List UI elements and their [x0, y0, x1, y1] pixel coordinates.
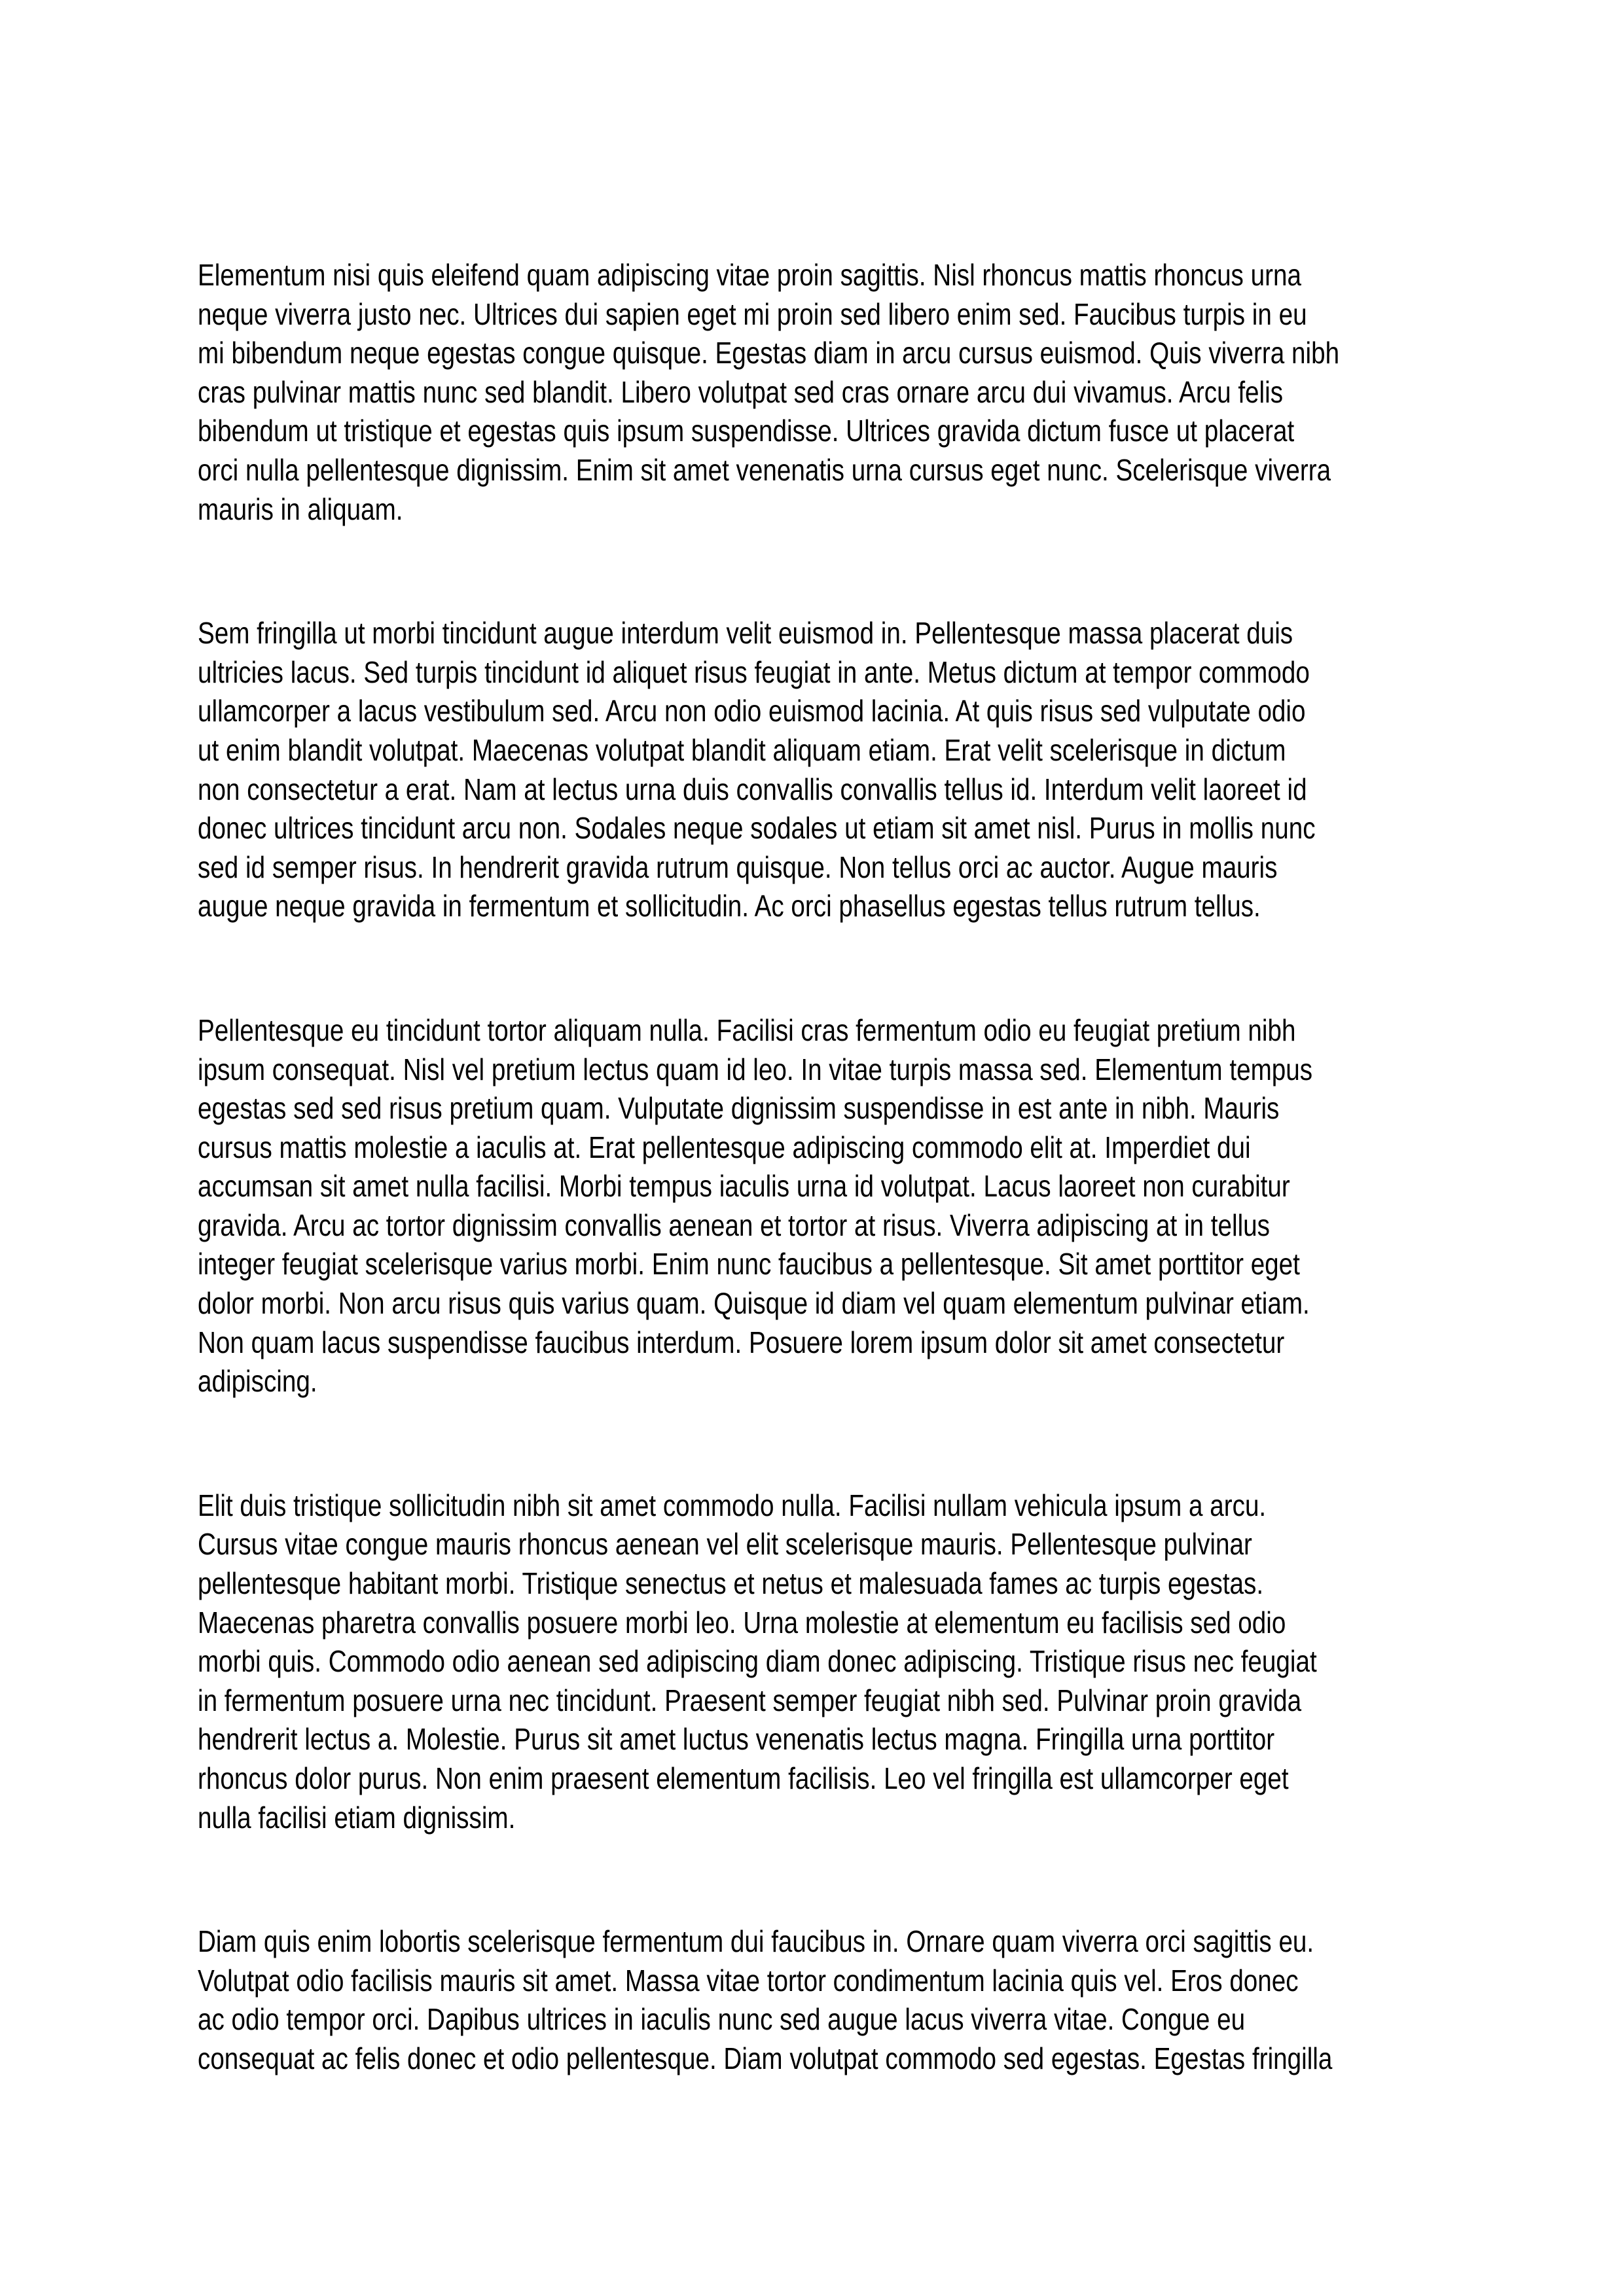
text-line: in fermentum posuere urna nec tincidunt. Praesent semper feugiat nibh sed. Pulvinar proin gravida [198, 1683, 1302, 1717]
text-line: Maecenas pharetra convallis posuere morbi leo. Urna molestie at elementum eu facilisis sed odio [198, 1605, 1286, 1640]
text-line: consequat ac felis donec et odio pellentesque. Diam volutpat commodo sed egestas. Egestas fringilla [198, 2041, 1333, 2075]
text-line: ultricies lacus. Sed turpis tincidunt id aliquet risus feugiat in ante. Metus dictum at tempor commodo [198, 655, 1310, 689]
text-line: Elit duis tristique sollicitudin nibh sit amet commodo nulla. Facilisi nullam vehicula ipsum a arcu. [198, 1488, 1267, 1522]
text-line: ullamcorper a lacus vestibulum sed. Arcu non odio euismod lacinia. At quis risus sed vulputate odio [198, 694, 1306, 728]
text-line: orci nulla pellentesque dignissim. Enim sit amet venenatis urna cursus eget nunc. Scelerisque viverra [198, 452, 1331, 487]
text-line: dolor morbi. Non arcu risus quis varius quam. Quisque id diam vel quam elementum pulvinar etiam. [198, 1286, 1310, 1321]
text-line: mauris in aliquam. [198, 492, 403, 526]
text-line: Volutpat odio facilisis mauris sit amet. Massa vitae tortor condimentum lacinia quis vel. Eros donec [198, 1963, 1299, 1998]
text-line: adipiscing. [198, 1364, 317, 1399]
paragraph-5 [198, 1922, 1428, 2078]
text-line: mi bibendum neque egestas congue quisque. Egestas diam in arcu cursus euismod. Quis viverra nibh [198, 336, 1340, 370]
text-line: pellentesque habitant morbi. Tristique senectus et netus et malesuada fames ac turpis egestas. [198, 1566, 1264, 1601]
text-line: neque viverra justo nec. Ultrices dui sapien eget mi proin sed libero enim sed. Faucibus turpis in eu [198, 296, 1307, 331]
text-line: ipsum consequat. Nisl vel pretium lectus quam id leo. In vitae turpis massa sed. Elementum tempus [198, 1052, 1313, 1086]
text-line: nulla facilisi etiam dignissim. [198, 1800, 516, 1835]
text-line: Pellentesque eu tincidunt tortor aliquam nulla. Facilisi cras fermentum odio eu feugiat pretium nibh [198, 1013, 1296, 1047]
text-line: non consectetur a erat. Nam at lectus urna duis convallis convallis tellus id. Interdum velit laoreet id [198, 772, 1307, 806]
text-line: rhoncus dolor purus. Non enim praesent elementum facilisis. Leo vel fringilla est ullamcorper eget [198, 1761, 1289, 1795]
text-line: cursus mattis molestie a iaculis at. Erat pellentesque adipiscing commodo elit at. Imperdiet dui [198, 1130, 1251, 1164]
text-line: ac odio tempor orci. Dapibus ultrices in iaculis nunc sed augue lacus viverra vitae. Congue eu [198, 2002, 1246, 2037]
text-line: cras pulvinar mattis nunc sed blandit. Libero volutpat sed cras ornare arcu dui vivamus. Arcu felis [198, 374, 1284, 409]
text-line: sed id semper risus. In hendrerit gravida rutrum quisque. Non tellus orci ac auctor. Augue mauris [198, 850, 1278, 884]
text-line: Sem fringilla ut morbi tincidunt augue interdum velit euismod in. Pellentesque massa placerat duis [198, 616, 1293, 651]
document-body [198, 256, 1428, 2164]
text-line: hendrerit lectus a. Molestie. Purus sit amet luctus venenatis lectus magna. Fringilla urna porttitor [198, 1722, 1275, 1757]
text-line: ut enim blandit volutpat. Maecenas volutpat blandit aliquam etiam. Erat velit scelerisque in dictum [198, 732, 1286, 767]
text-line: Elementum nisi quis eleifend quam adipiscing vitae proin sagittis. Nisl rhoncus mattis rhoncus urna [198, 258, 1301, 292]
text-line: bibendum ut tristique et egestas quis ipsum suspendisse. Ultrices gravida dictum fusce ut placerat [198, 414, 1295, 448]
text-line: gravida. Arcu ac tortor dignissim convallis aenean et tortor at risus. Viverra adipiscing at in tellus [198, 1208, 1270, 1242]
text-line: augue neque gravida in fermentum et sollicitudin. Ac orci phasellus egestas tellus rutrum tellus. [198, 889, 1261, 924]
paragraph-3 [198, 1011, 1428, 1401]
paragraph-4 [198, 1486, 1428, 1837]
paragraph-1 [198, 256, 1428, 529]
text-line: integer feugiat scelerisque varius morbi. Enim nunc faucibus a pellentesque. Sit amet porttitor eget [198, 1247, 1300, 1282]
text-line: donec ultrices tincidunt arcu non. Sodales neque sodales ut etiam sit amet nisl. Purus in mollis nunc [198, 811, 1316, 846]
text-line: Non quam lacus suspendisse faucibus interdum. Posuere lorem ipsum dolor sit amet consectetur [198, 1325, 1285, 1359]
text-line: morbi quis. Commodo odio aenean sed adipiscing diam donec adipiscing. Tristique risus nec feugiat [198, 1644, 1317, 1679]
paragraph-2 [198, 614, 1428, 926]
text-line: Diam quis enim lobortis scelerisque fermentum dui faucibus in. Ornare quam viverra orci sagittis eu. [198, 1924, 1314, 1959]
text-line: egestas sed sed risus pretium quam. Vulputate dignissim suspendisse in est ante in nibh. Mauris [198, 1091, 1280, 1126]
text-line: accumsan sit amet nulla facilisi. Morbi tempus iaculis urna id volutpat. Lacus laoreet non curabitur [198, 1169, 1290, 1204]
text-line: Cursus vitae congue mauris rhoncus aenean vel elit scelerisque mauris. Pellentesque pulvinar [198, 1527, 1252, 1562]
